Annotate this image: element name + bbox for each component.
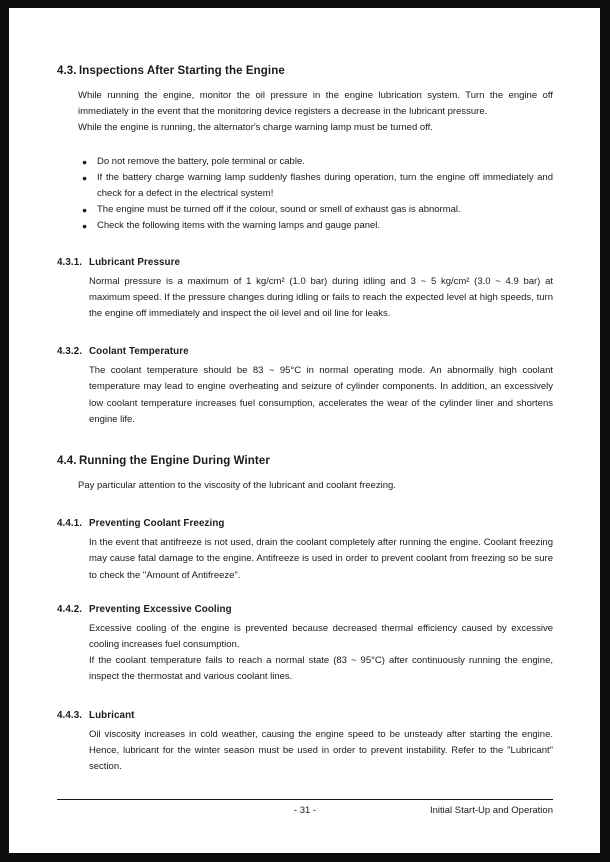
subsection-heading (57, 709, 553, 722)
subsection-heading (57, 517, 553, 530)
subsection-heading (57, 345, 553, 358)
paragraph: Oil viscosity increases in cold weather, causing the engine speed to be unsteady after starting the engine. Hence, lubricant for the winter season must be used in order to prevent instability. Refer to the "Lubricant" section. (89, 728, 553, 773)
subsection-title: Preventing Coolant Freezing (89, 518, 225, 530)
paragraph: In the event that antifreeze is not used, drain the coolant completely after running the engine. Coolant freezing may cause fatal damage to the engine. Antifreeze is used in order to prevent coolant from freezing so be sure to check the "Amount of Antifreeze". (89, 537, 553, 581)
section-heading (57, 64, 553, 78)
page-footer (57, 799, 553, 821)
list-item (82, 170, 553, 202)
section-number: 4.4. (57, 455, 77, 468)
paragraph: Normal pressure is a maximum of 1 kg/cm² (1.0 bar) during idling and 3 ~ 5 kg/cm² (3.0 ~ 4.9 bar) at maximum speed. If the pressure changes during idling or fails to reach the expected level at high speeds, turn the engine off immediately and inspect the oil level and oil line for leaks. (89, 275, 553, 320)
section-4-4 (57, 454, 553, 494)
subsection-number: 4.4.1. (57, 518, 83, 530)
section-4-3 (57, 64, 553, 235)
bullet-text: The engine must be turned off if the colour, sound or smell of exhaust gas is abnormal. (97, 204, 461, 216)
section-number: 4.3. (57, 65, 77, 77)
bullet-icon: ● (82, 172, 88, 183)
paragraph: The coolant temperature should be 83 ~ 95°C in normal operating mode. An abnormally high coolant temperature may lead to engine overheating and seizure of cylinder components. In addition, an excessively low coolant temperature increases fuel consumption, accelerates the wear of the cylinder liner and shortens engine life. (89, 365, 553, 425)
paragraph: Excessive cooling of the engine is prevented because decreased thermal efficiency caused by excessive cooling increases fuel consumption. (89, 622, 553, 651)
list-item (82, 154, 553, 170)
bullet-list (82, 154, 553, 235)
subsection-number: 4.4.2. (57, 603, 83, 615)
paragraph: While the engine is running, the alternator's charge warning lamp must be turned off. (78, 122, 433, 134)
bullet-text: If the battery charge warning lamp suddenly flashes during operation, turn the engine off immediately and check for a defect in the electrical system! (97, 171, 553, 200)
subsection-title: Coolant Temperature (89, 346, 189, 358)
bullet-icon: ● (82, 205, 88, 216)
subsection-title: Lubricant (89, 709, 135, 721)
page-number: - 31 - (293, 805, 317, 816)
subsection-heading (57, 256, 553, 269)
subsection-title: Lubricant Pressure (89, 256, 181, 268)
subsection-title: Preventing Excessive Cooling (89, 603, 232, 615)
section-4-3-2 (57, 345, 553, 428)
section-title: Running the Engine During Winter (79, 455, 270, 468)
bullet-text: Check the following items with the warning lamps and gauge panel. (97, 220, 381, 232)
paragraph: If the coolant temperature fails to reach a normal state (83 ~ 95°C) after continuously running the engine, inspect the thermostat and various coolant lines. (89, 655, 553, 683)
section-4-4-3 (57, 709, 553, 776)
section-heading (57, 454, 553, 468)
document-page (9, 8, 600, 853)
subsection-number: 4.3.2. (57, 346, 83, 358)
paragraph: While running the engine, monitor the oil pressure in the engine lubrication system. Turn the engine off immediately in the event that the monitoring device registers a decrease in the lubricant pressure. (78, 90, 553, 118)
section-title: Inspections After Starting the Engine (79, 65, 285, 77)
list-item (82, 218, 553, 234)
paragraph: Pay particular attention to the viscosity of the lubricant and coolant freezing. (78, 480, 396, 492)
footer-chapter-title: Initial Start-Up and Operation (429, 805, 553, 816)
list-item (82, 202, 553, 218)
bullet-text: Do not remove the battery, pole terminal or cable. (97, 155, 305, 167)
section-4-4-1 (57, 517, 553, 584)
subsection-heading (57, 603, 553, 616)
bullet-icon: ● (82, 156, 88, 167)
subsection-number: 4.3.1. (57, 256, 83, 268)
section-4-4-2 (57, 603, 553, 686)
bullet-icon: ● (82, 221, 88, 232)
subsection-number: 4.4.3. (57, 709, 83, 721)
section-4-3-1 (57, 256, 553, 323)
